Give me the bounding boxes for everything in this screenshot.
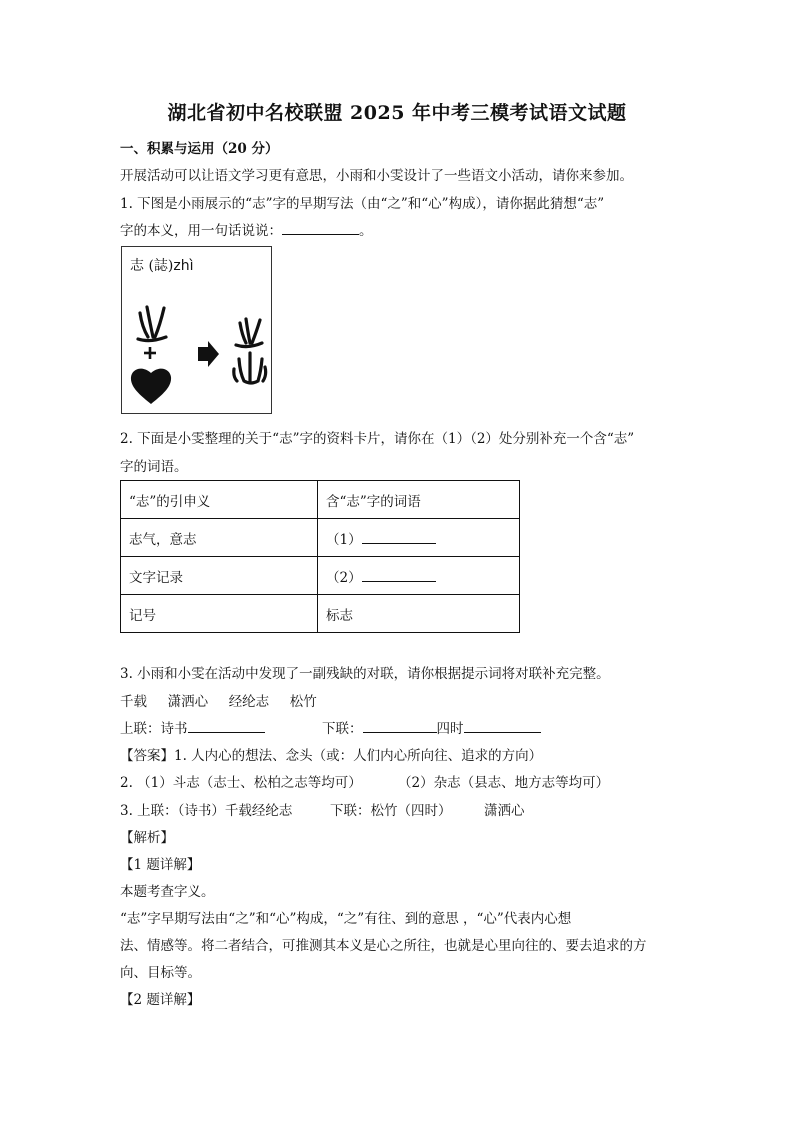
table-cell-word: 标志 <box>318 595 520 633</box>
figure-char: 志 <box>130 258 144 274</box>
hint-word: 经纶志 <box>228 694 270 710</box>
answer-line2b: （2）杂志（县志、地方志等均可） <box>398 775 610 791</box>
hint-word: 千载 <box>120 694 147 710</box>
zhi-combined-glyph-icon <box>234 319 266 383</box>
answer-line3a: 3. 上联：（诗书）千载经纶志 <box>120 803 293 819</box>
q3-hint-words <box>120 690 317 710</box>
table-cell-word <box>318 557 520 595</box>
q2-text-line2: 字的词语。 <box>120 459 188 475</box>
table-header-words: 含“志”字的词语 <box>318 481 520 519</box>
blank-label-2: （2） <box>326 569 362 586</box>
table-cell-meaning: 文字记录 <box>121 557 318 595</box>
table-row <box>121 519 520 557</box>
table-cell-meaning: 记号 <box>121 595 318 633</box>
table-header-row <box>121 481 520 519</box>
figure-traditional: (誌) <box>148 258 174 274</box>
table-row <box>121 595 520 633</box>
q3-text-line1: 3. 小雨和小雯在活动中发现了一副残缺的对联，请你根据提示词将对联补充完整。 <box>120 666 610 682</box>
analysis-p1: 本题考查字义。 <box>120 884 215 900</box>
table-row <box>121 557 520 595</box>
q1-period: 。 <box>359 223 373 239</box>
hint-word: 潇洒心 <box>167 694 209 710</box>
lower-couplet-blank-2[interactable] <box>464 720 541 733</box>
answer-line3b: 下联：松竹（四时） <box>330 803 452 819</box>
q1-prompt: 字的本义，用一句话说说： <box>120 223 282 239</box>
q1-detail-heading: 【1 题详解】 <box>120 857 201 873</box>
upper-couplet-blank[interactable] <box>188 720 265 733</box>
section-intro: 开展活动可以让语文学习更有意思，小雨和小雯设计了一些语文小活动，请你来参加。 <box>120 168 633 184</box>
q2-detail-heading: 【2 题详解】 <box>120 992 201 1008</box>
table-header-meaning: “志”的引申义 <box>121 481 318 519</box>
analysis-heading: 【解析】 <box>120 830 174 846</box>
plus-icon <box>144 347 156 359</box>
heart-icon <box>131 369 171 404</box>
blank-label-1: （1） <box>326 531 362 548</box>
zhi-ancient-glyph-icon <box>138 307 166 341</box>
q1-text-line1: 1. 下图是小雨展示的“志”字的早期写法（由“之”和“心”构成），请你据此猜想“志” <box>120 196 605 212</box>
ancient-script-illustration <box>122 247 273 415</box>
page-title: 湖北省初中名校联盟 2025 年中考三模考试语文试题 <box>167 102 627 124</box>
answer-line3c: 潇洒心 <box>484 803 525 819</box>
couplet-lower-line <box>322 717 541 737</box>
answer-line1: 【答案】1. 人内心的想法、念头（或：人们内心所向往、追求的方向） <box>120 748 543 764</box>
couplet-upper-line <box>120 717 265 737</box>
table-answer-blank-2[interactable] <box>362 569 436 582</box>
lower-couplet-label: 下联： <box>322 721 363 737</box>
analysis-p2-line2: 法、情感等。将二者结合，可推测其本义是心之所往，也就是心里向往的、要去追求的方 <box>120 938 647 954</box>
hint-word: 松竹 <box>289 694 317 710</box>
lower-couplet-blank-1[interactable] <box>363 720 437 733</box>
lower-couplet-mid: 四时 <box>436 721 464 737</box>
zhi-info-card-table <box>120 480 520 633</box>
q1-text-line2 <box>120 219 373 239</box>
section-heading: 一、积累与运用（20 分） <box>120 141 279 157</box>
zhi-character-figure <box>121 246 272 414</box>
q1-answer-blank[interactable] <box>282 222 359 235</box>
table-cell-word <box>318 519 520 557</box>
figure-pinyin: zhì <box>173 258 194 274</box>
table-cell-meaning: 志气，意志 <box>121 519 318 557</box>
upper-couplet-label: 上联：诗书 <box>120 721 188 737</box>
answer-line2a: 2. （1）斗志（志士、松柏之志等均可） <box>120 775 362 791</box>
analysis-p2-line1: “志”字早期写法由“之”和“心”构成，“之”有往、到的意思 ，“心”代表内心想 <box>120 911 572 927</box>
analysis-p2-line3: 向、目标等。 <box>120 965 201 981</box>
table-answer-blank-1[interactable] <box>362 531 436 544</box>
arrow-right-icon <box>198 341 219 367</box>
q2-text-line1: 2. 下面是小雯整理的关于“志”字的资料卡片，请你在（1）（2）处分别补充一个含“志” <box>120 431 635 447</box>
